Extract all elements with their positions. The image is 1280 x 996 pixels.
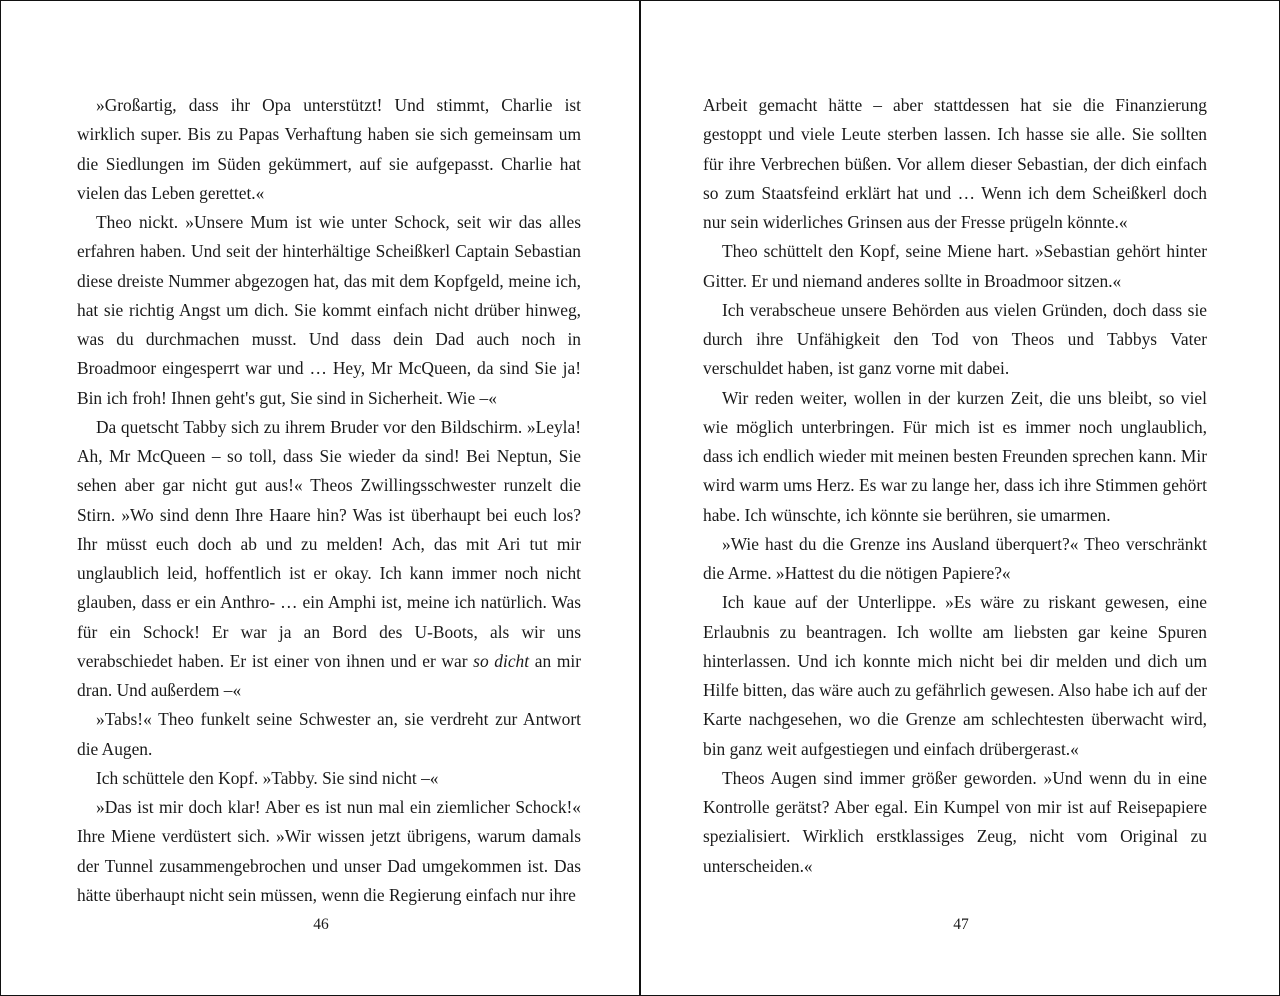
paragraph: Theo nickt. »Unsere Mum ist wie unter Schock, seit wir das alles erfahren haben. Und seit der hinterhältige Scheißkerl Captain Sebastian diese dreiste Nummer abgezogen hat, das mit dem Kopfgeld, meine ich, hat sie richtig Angst um dich. Sie kommt einfach nicht drüber hinweg, was du durchmachen musst. Und dass dein Dad auch noch in Broadmoor eingesperrt war und … Hey, Mr McQueen, da sind Sie ja! Bin ich froh! Ihnen geht's gut, Sie sind in Sicherheit. Wie –« xyxy=(77,212,581,408)
page-number: 47 xyxy=(953,916,969,933)
paragraph: »Das ist mir doch klar! Aber es ist nun mal ein ziemlicher Schock!« Ihre Miene verdüstert sich. »Wir wissen jetzt übrigens, warum damals der Tunnel zusammengebrochen und unser Dad umgekommen ist. Das hätte überhaupt nicht sein müssen, wenn die Regierung einfach nur ihre xyxy=(77,797,581,905)
left-page xyxy=(1,1,639,995)
paragraph: Theo schüttelt den Kopf, seine Miene hart. »Sebastian gehört hinter Gitter. Er und niemand anderes sollte in Broadmoor sitzen.« xyxy=(703,241,1207,291)
page-number: 46 xyxy=(313,916,329,933)
paragraph: »Großartig, dass ihr Opa unterstützt! Und stimmt, Charlie ist wirklich super. Bis zu Papas Verhaftung haben sie sich gemeinsam um die Siedlungen im Süden gekümmert, auf sie aufgepasst. Charlie hat vielen das Leben gerettet.« xyxy=(77,95,581,203)
left-page-text xyxy=(77,91,581,910)
paragraph-text-tail: an mir dran. Und außerdem –« xyxy=(77,650,581,700)
paragraph-continued: Arbeit gemacht hätte – aber stattdessen hat sie die Finanzierung gestoppt und viele Leute sterben lassen. Ich hasse sie alle. Sie sollten für ihre Verbrechen büßen. Vor allem dieser Sebastian, der dich einfach so zum Staatsfeind erklärt hat und … Wenn ich dem Scheißkerl doch nur sein widerliches Grinsen aus der Fresse prügeln könnte.« xyxy=(703,95,1207,232)
paragraph: Ich verabscheue unsere Behörden aus vielen Gründen, doch dass sie durch ihre Unfähigkeit den Tod von Theos und Tabbys Vater verschuldet haben, ist ganz vorne mit dabei. xyxy=(703,299,1207,379)
paragraph: Ich schüttele den Kopf. »Tabby. Sie sind nicht –« xyxy=(96,767,439,788)
paragraph-text: Da quetscht Tabby sich zu ihrem Bruder vor den Bildschirm. »Leyla! Ah, Mr McQueen – so toll, dass Sie wieder da sind! Bei Neptun, Sie sehen aber gar nicht gut aus!« Theos Zwillingsschwester runzelt die Stirn. »Wo sind denn Ihre Haare hin? Was ist überhaupt bei euch los? Ihr müsst euch doch ab und zu melden! Ach, das mit Ari tut mir unglaublich leid, hoffentlich ist er okay. Ich kann immer noch nicht glauben, dass er ein Anthro- … ein Amphi ist, meine ich natürlich. Was für ein Schock! Er war ja an Bord des U-Boots, als wir uns verabschiedet haben. Er ist einer von ihnen und er war xyxy=(77,416,581,671)
italic-emphasis: so dicht xyxy=(473,650,530,671)
right-page-text xyxy=(703,91,1207,881)
right-page xyxy=(641,1,1279,995)
paragraph: Theos Augen sind immer größer geworden. »Und wenn du in eine Kontrolle gerätst? Aber egal. Ein Kumpel von mir ist auf Reisepapiere spezialisiert. Wirklich erstklassiges Zeug, nicht vom Original zu unterscheiden.« xyxy=(703,767,1207,876)
paragraph: »Wie hast du die Grenze ins Ausland überquert?« Theo verschränkt die Arme. »Hattest du die nötigen Papiere?« xyxy=(703,533,1207,583)
paragraph: Ich kaue auf der Unterlippe. »Es wäre zu riskant gewesen, eine Erlaubnis zu beantragen. Ich wollte am liebsten gar keine Spuren hinterlassen. Und ich konnte mich nicht bei dir melden und dich um Hilfe bitten, das wäre auch zu gefährlich gewesen. Also habe ich auf der Karte nachgesehen, wo die Grenze am schlechtesten überwacht wird, bin ganz weit aufgestiegen und einfach drübergerast.« xyxy=(703,592,1207,759)
paragraph: »Tabs!« Theo funkelt seine Schwester an, sie verdreht zur Antwort die Augen. xyxy=(77,709,581,759)
paragraph: Wir reden weiter, wollen in der kurzen Zeit, die uns bleibt, so viel wie möglich unterbringen. Für mich ist es immer noch unglaublich, dass ich endlich wieder mit meinen besten Freunden sprechen kann. Mir wird warm ums Herz. Es war zu lange her, dass ich ihre Stimmen gehört habe. Ich wünschte, ich könnte sie berühren, sie umarmen. xyxy=(703,387,1207,525)
paragraph xyxy=(77,413,581,706)
